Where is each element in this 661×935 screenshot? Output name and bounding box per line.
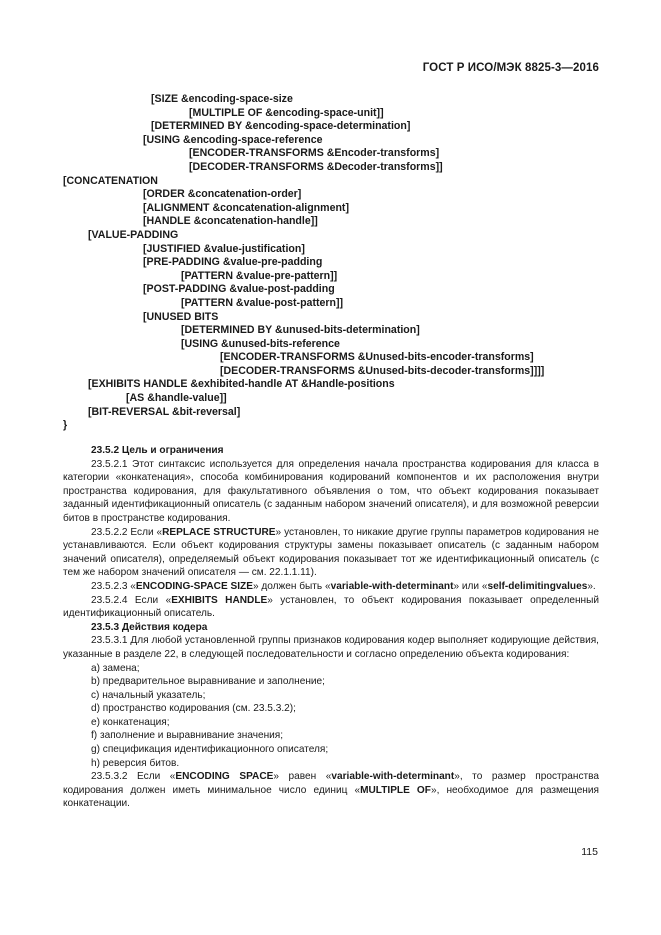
code-line: [MULTIPLE OF &encoding-space-unit]]	[189, 106, 384, 119]
code-line: [USING &unused-bits-reference	[181, 337, 340, 350]
paragraph-23532: 23.5.3.2 Если «ENCODING SPACE» равен «variable-with-determinant», то размер пространства кодирования должен иметь минимальное число единиц «MULTIPLE OF», необходимое для размещения конкатенации.	[63, 771, 600, 810]
code-line: [DECODER-TRANSFORMS &Decoder-transforms]]	[189, 160, 443, 173]
code-line: [PATTERN &value-pre-pattern]]	[181, 269, 338, 282]
paragraph-23522: 23.5.2.2 Если «REPLACE STRUCTURE» установлен, то никакие другие группы параметров кодирования не устанавливаются. Если объект кодирования структуры замены показывает описатель (с заданным набором значений описателя), определяемый объект кодирования показывает тот же идентификационный описатель (с тем же набором значений описателя — см. 22.1.1.11).	[63, 526, 600, 579]
code-line: [SIZE &encoding-space-size	[151, 93, 293, 105]
code-line: [ORDER &concatenation-order]	[143, 188, 302, 201]
code-line: [PRE-PADDING &value-pre-padding	[143, 256, 323, 269]
list-item: d) пространство кодирования (см. 23.5.3.2);	[91, 703, 296, 715]
code-line: [DECODER-TRANSFORMS &Unused-bits-decoder-transforms]]]]	[220, 364, 545, 377]
list-item: b) предварительное выравнивание и заполнение;	[91, 676, 325, 688]
code-line: [CONCATENATION	[63, 174, 158, 187]
page-number: 115	[581, 846, 598, 858]
code-line: [DETERMINED BY &unused-bits-determination]	[181, 324, 420, 337]
section-heading-2352: 23.5.2 Цель и ограничения	[91, 445, 224, 456]
paragraph-23523: 23.5.2.3 «ENCODING-SPACE SIZE» должен быть «variable-with-determinant» или «self-delimitingvalues».	[91, 580, 596, 592]
code-line: }	[63, 419, 68, 432]
code-line: [ENCODER-TRANSFORMS &Encoder-transforms]	[189, 147, 440, 160]
paragraph-23524: 23.5.2.4 Если «EXHIBITS HANDLE» установлен, то объект кодирования показывает определенный идентификационный описатель.	[63, 594, 599, 620]
code-line: [UNUSED BITS	[143, 310, 219, 323]
document-header: ГОСТ Р ИСО/МЭК 8825-3—2016	[422, 62, 599, 74]
code-line: [POST-PADDING &value-post-padding	[143, 283, 335, 296]
syntax-code-block	[63, 93, 544, 433]
code-line: [BIT-REVERSAL &bit-reversal]	[88, 405, 241, 418]
code-line: [AS &handle-value]]	[126, 392, 227, 405]
paragraph-23521: 23.5.2.1 Этот синтаксис используется для определения начала пространства кодирования для класса в категории «конкатенация», способа комбинирования кодирований компонентов и их расположения внутри пространства кодирования, для факультативного объявления о том, что объект кодирования показывает заданный идентификационный описатель (с заданным набором значений описателя), и для возможной реверсии битов в пространстве кодирования.	[63, 458, 599, 524]
code-line: [HANDLE &concatenation-handle]]	[143, 215, 318, 228]
code-line: [ALIGNMENT &concatenation-alignment]	[143, 201, 349, 214]
list-item: c) начальный указатель;	[91, 689, 206, 701]
paragraph-23531: 23.5.3.1 Для любой установленной группы признаков кодирования кодер выполняет кодирующие действия, указанные в разделе 22, в следующей последовательности и согласно определению объекта кодирования:	[63, 635, 599, 660]
list-item: h) реверсия битов.	[91, 757, 180, 769]
code-line: [JUSTIFIED &value-justification]	[143, 242, 305, 255]
document-body	[63, 444, 599, 811]
code-line: [PATTERN &value-post-pattern]]	[181, 296, 344, 309]
list-item: a) замена;	[91, 662, 140, 674]
list-item: f) заполнение и выравнивание значения;	[91, 730, 284, 742]
list-item: e) конкатенация;	[91, 716, 170, 728]
code-line: [ENCODER-TRANSFORMS &Unused-bits-encoder-transforms]	[220, 351, 534, 364]
code-line: [VALUE-PADDING	[88, 228, 179, 241]
code-line: [USING &encoding-space-reference	[143, 133, 323, 146]
code-line: [EXHIBITS HANDLE &exhibited-handle AT &Handle-positions	[88, 378, 395, 391]
list-item: g) спецификация идентификационного описателя;	[91, 744, 329, 756]
code-line: [DETERMINED BY &encoding-space-determination]	[151, 120, 411, 133]
section-heading-2353: 23.5.3 Действия кодера	[91, 621, 208, 633]
